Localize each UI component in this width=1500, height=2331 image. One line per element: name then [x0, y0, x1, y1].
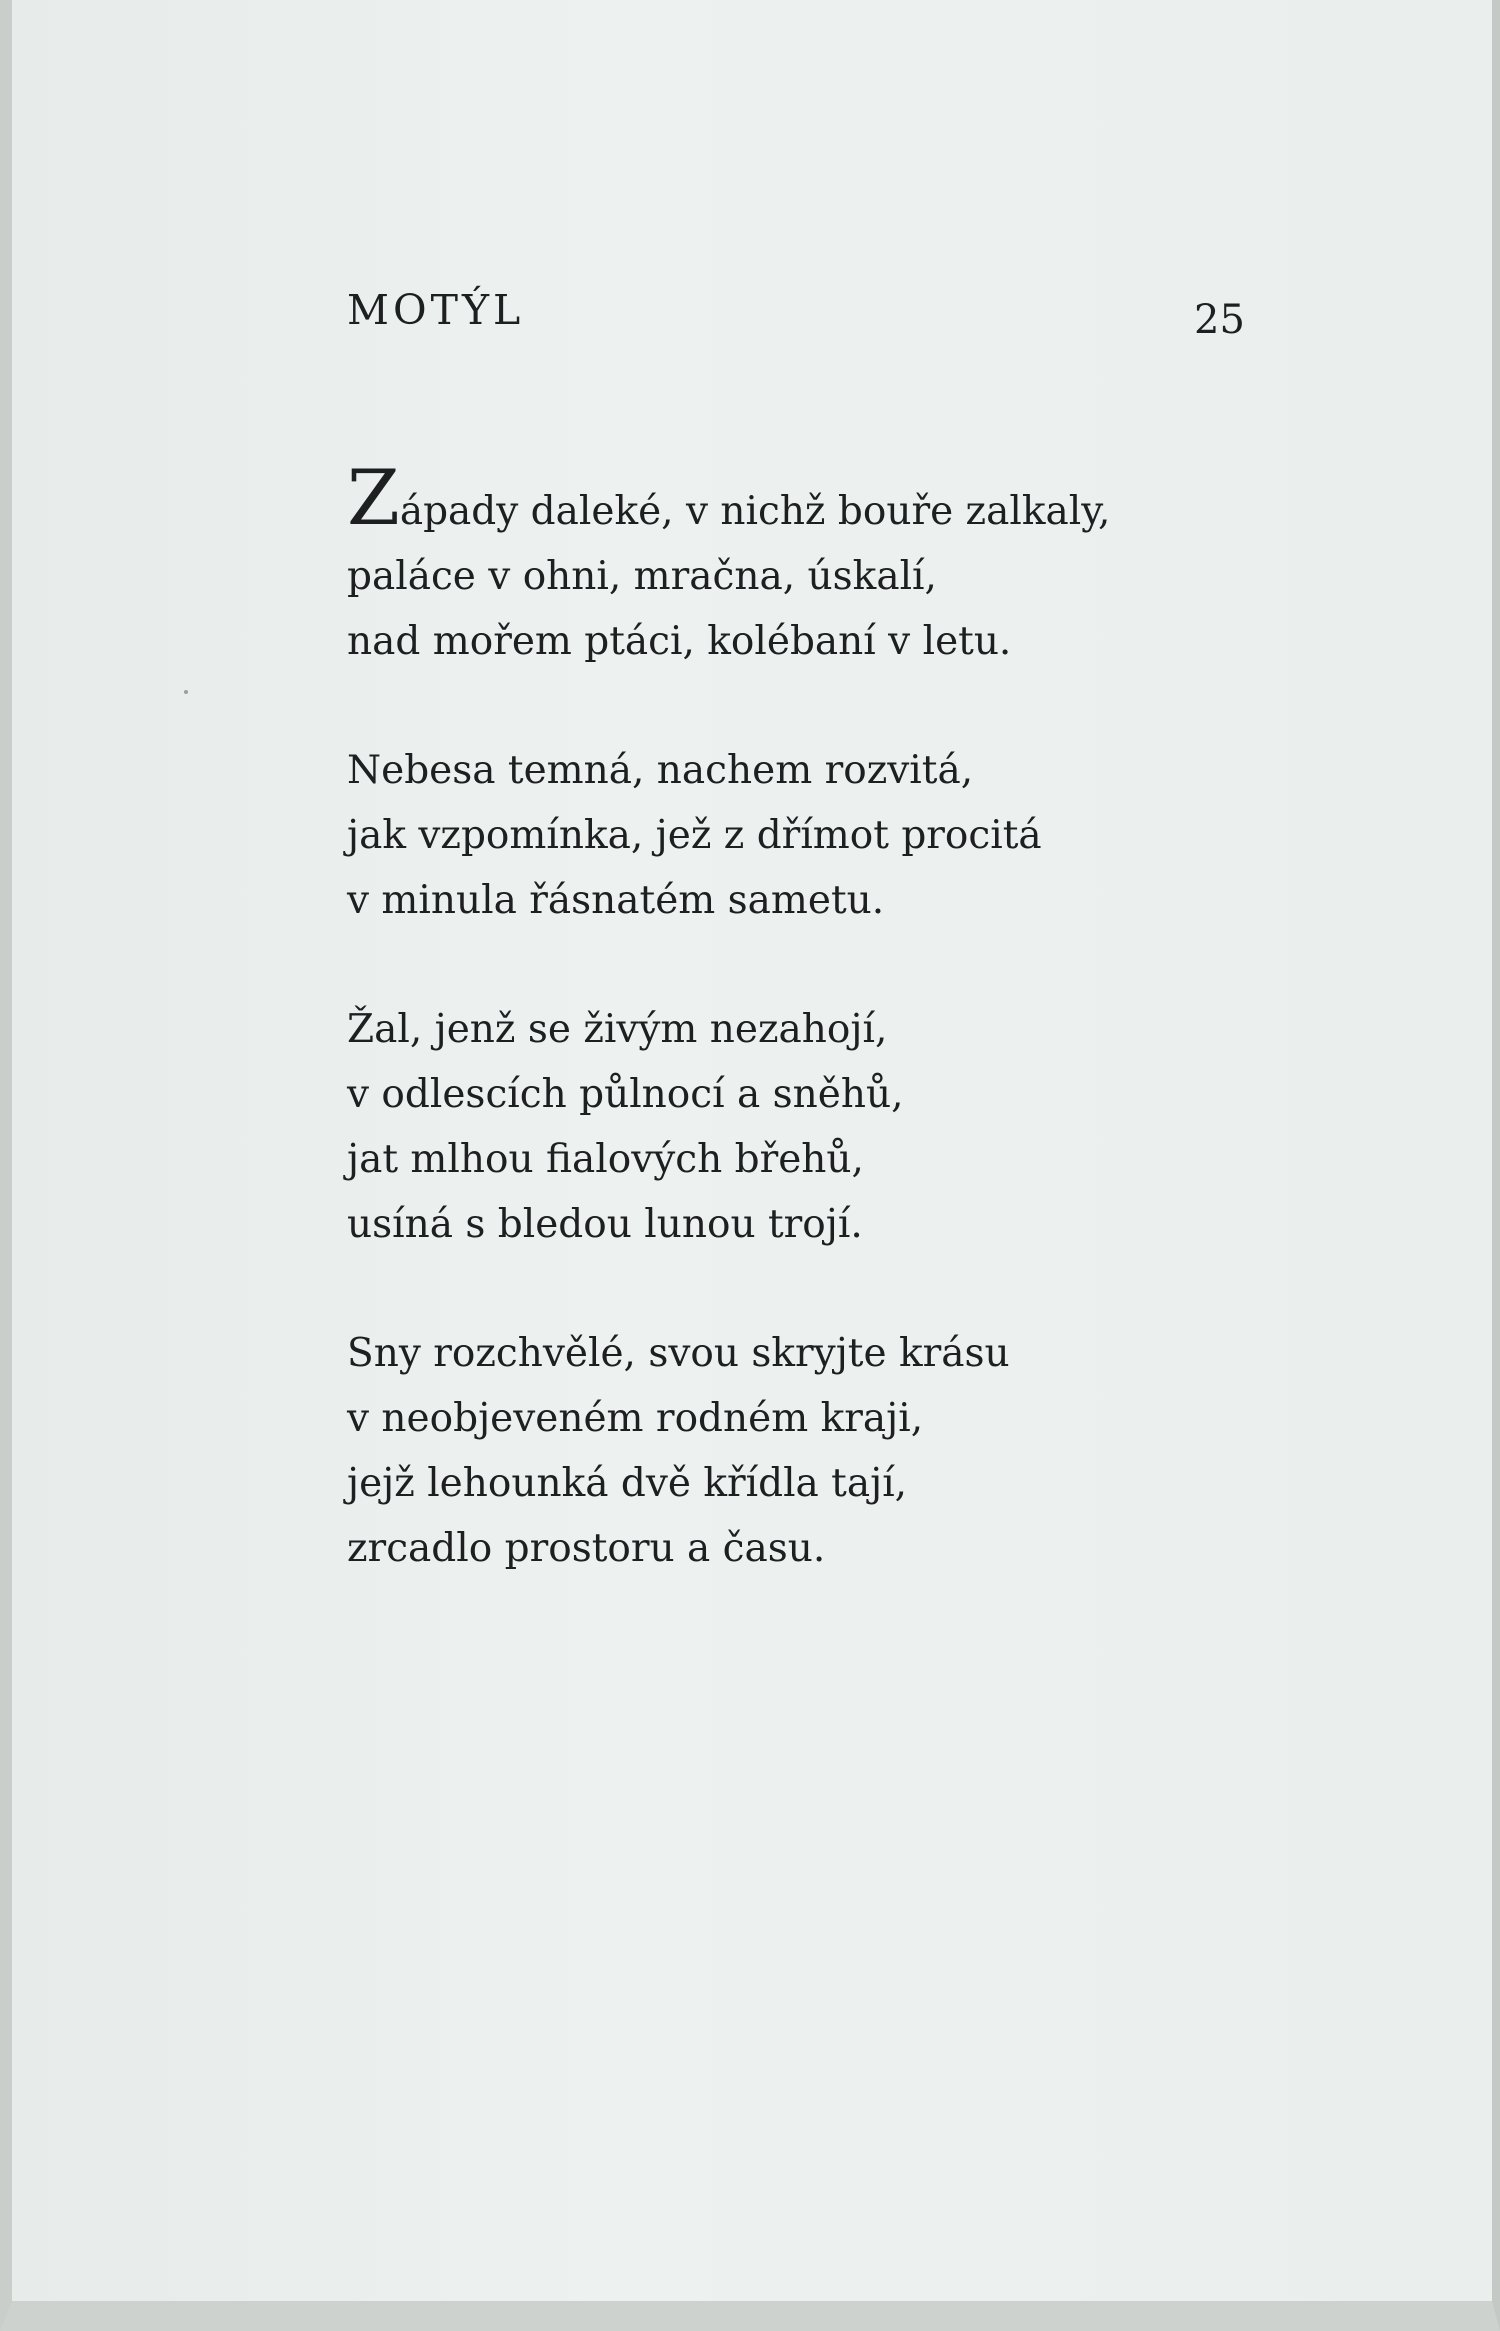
- paper-speck: [184, 690, 188, 694]
- poem-line-first: [347, 453, 1347, 544]
- poem-line: jak vzpomínka, jež z dřímot procitá: [347, 813, 1042, 858]
- poem-line: nad mořem ptáci, kolébaní v letu.: [347, 619, 1012, 664]
- poem-body: [347, 453, 1347, 1645]
- poem-line: Nebesa temná, nachem rozvitá,: [347, 748, 974, 793]
- poem-line: v neobjeveném rodném kraji,: [347, 1396, 924, 1441]
- poem-line: jat mlhou fialových břehů,: [347, 1137, 864, 1182]
- drop-cap: Z: [347, 453, 400, 542]
- poem-line: zrcadlo prostoru a času.: [347, 1526, 826, 1571]
- poem-line: Žal, jenž se živým nezahojí,: [347, 1007, 888, 1052]
- poem-line: paláce v ohni, mračna, úskalí,: [347, 554, 937, 599]
- poem-line: v minula řásnatém sametu.: [347, 878, 885, 923]
- running-head-title: MOTÝL: [347, 286, 525, 334]
- stanza-3: [347, 997, 1347, 1257]
- stanza-4: [347, 1321, 1347, 1581]
- poem-line: jejž lehounká dvě křídla tají,: [347, 1461, 908, 1506]
- stanza-1: [347, 453, 1347, 674]
- stanza-2: [347, 738, 1347, 933]
- poem-line: usíná s bledou lunou trojí.: [347, 1202, 863, 1247]
- poem-line: Sny rozchvělé, svou skryjte krásu: [347, 1331, 1010, 1376]
- poem-line: v odlescích půlnocí a sněhů,: [347, 1072, 904, 1117]
- first-line-text: ápady daleké, v nichž bouře zalkaly,: [399, 489, 1111, 534]
- page-number: 25: [1194, 297, 1245, 343]
